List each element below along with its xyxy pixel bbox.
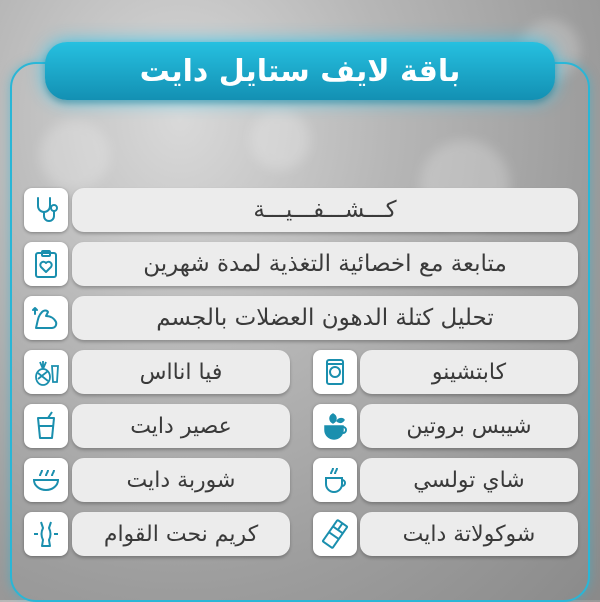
coffee-packet-icon bbox=[313, 350, 357, 394]
list-item bbox=[360, 404, 578, 448]
list-item bbox=[72, 296, 578, 340]
list-item bbox=[360, 512, 578, 556]
list-item bbox=[360, 350, 578, 394]
item-label: شيبس بروتين bbox=[406, 413, 532, 439]
title-banner bbox=[45, 42, 555, 100]
page-title: باقة لايف ستايل دايت bbox=[139, 53, 461, 89]
soup-bowl-icon bbox=[24, 458, 68, 502]
leaf-cup-icon bbox=[313, 404, 357, 448]
tea-cup-icon bbox=[313, 458, 357, 502]
muscle-arm-icon bbox=[24, 296, 68, 340]
list-item bbox=[72, 404, 290, 448]
item-label: شاي تولسي bbox=[413, 467, 525, 493]
item-label: تحليل كتلة الدهون العضلات بالجسم bbox=[156, 305, 494, 331]
stethoscope-icon bbox=[24, 188, 68, 232]
list-item bbox=[72, 242, 578, 286]
item-label: فيا انااس bbox=[139, 359, 223, 385]
item-label: عصير دايت bbox=[130, 413, 232, 439]
list-item bbox=[360, 458, 578, 502]
clipboard-heart-icon bbox=[24, 242, 68, 286]
item-label: كريم نحت القوام bbox=[103, 521, 259, 547]
list-item bbox=[72, 350, 290, 394]
item-label: شوربة دايت bbox=[126, 467, 236, 493]
pineapple-icon bbox=[24, 350, 68, 394]
list-item bbox=[72, 458, 290, 502]
juice-glass-icon bbox=[24, 404, 68, 448]
item-label: شوكولاتة دايت bbox=[402, 521, 536, 547]
body-shape-icon bbox=[24, 512, 68, 556]
list-item bbox=[72, 188, 578, 232]
item-label: كابتشينو bbox=[431, 359, 507, 385]
list-item bbox=[72, 512, 290, 556]
chocolate-bar-icon bbox=[313, 512, 357, 556]
item-label: متابعة مع اخصائية التغذية لمدة شهرين bbox=[143, 251, 507, 277]
item-label: كـــشـــفـــيـــة bbox=[253, 197, 397, 223]
